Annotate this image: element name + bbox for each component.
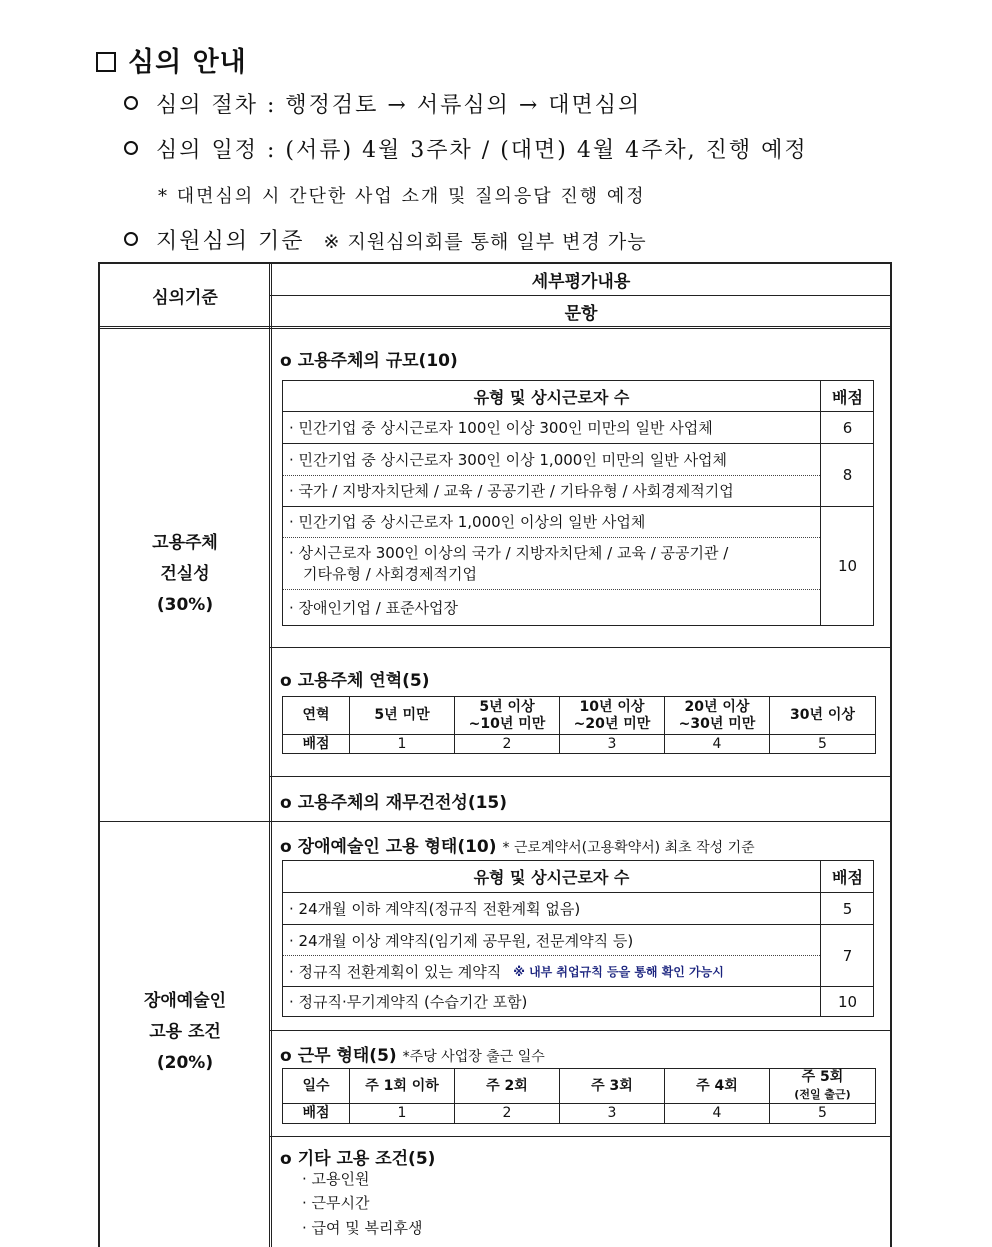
criteria-name-line2: 건실성 — [160, 564, 210, 584]
work-section-title — [280, 1041, 545, 1066]
history-col-line2: ~10년 미만 — [468, 715, 546, 732]
criteria-employment-conditions — [100, 986, 270, 1079]
scale-section-title — [280, 346, 458, 371]
history-col-line1: 20년 이상 — [684, 698, 750, 715]
header-detail: 세부평가내용 — [531, 272, 631, 292]
work-col-header: 주 3회 — [591, 1077, 633, 1094]
item-divider — [270, 1030, 892, 1031]
history-score: 2 — [502, 735, 512, 752]
history-col-header — [455, 697, 559, 734]
schedule-line — [124, 133, 808, 164]
criteria-name-line2: 고용 조건 — [149, 1022, 221, 1042]
work-col-header: 주 4회 — [696, 1077, 738, 1094]
scale-row: · 민간기업 중 상시근로자 100인 이상 300인 미만의 일반 사업체 — [289, 418, 713, 437]
item-divider — [270, 1136, 892, 1137]
scale-row: · 국가 / 지방자치단체 / 교육 / 공공기관 / 기타유형 / 사회경제적기업 — [289, 482, 734, 500]
form-header-score: 배점 — [832, 868, 863, 887]
work-aside: *주당 사업장 출근 일수 — [402, 1049, 545, 1065]
work-label-score: 배점 — [302, 1105, 330, 1121]
history-col-header — [560, 697, 664, 734]
criteria-name-line1: 고용주체 — [152, 533, 218, 553]
work-col-line2: (전일 출근) — [794, 1088, 851, 1101]
form-table — [282, 860, 874, 1017]
scale-row-continuation: 기타유형 / 사회경제적기업 — [303, 564, 477, 583]
bullet-icon: o — [280, 1046, 292, 1066]
other-item: · 근무시간 — [302, 1194, 370, 1212]
form-row: · 24개월 이상 계약직(임기제 공무원, 전문계약직 등) — [289, 931, 634, 950]
criteria-weight: (30%) — [156, 595, 214, 615]
work-title-text: 근무 형태(5) — [297, 1046, 397, 1066]
form-score: 7 — [842, 946, 853, 965]
form-row: · 정규직·무기계약직 (수습기간 포함) — [289, 993, 528, 1011]
criteria-employer-soundness — [100, 528, 270, 621]
item-divider — [270, 776, 892, 777]
criteria-weight: (20%) — [156, 1053, 214, 1073]
scale-row: · 민간기업 중 상시근로자 300인 이상 1,000인 미만의 일반 사업체 — [289, 450, 728, 469]
history-col-line2: ~20년 미만 — [573, 715, 651, 732]
history-score: 3 — [607, 735, 617, 752]
history-score: 5 — [818, 735, 827, 752]
work-score: 4 — [712, 1105, 722, 1121]
history-title-text: 고용주체 연혁(5) — [297, 671, 430, 691]
history-score: 1 — [397, 735, 407, 752]
form-aside: * 근로계약서(고용확약서) 최초 작성 기준 — [502, 840, 755, 856]
work-score: 1 — [397, 1105, 407, 1121]
scale-title-text: 고용주체의 규모(10) — [297, 351, 458, 371]
other-item: · 급여 및 복리후생 — [302, 1219, 423, 1237]
evaluation-table — [98, 262, 892, 1247]
form-row-text: · 정규직 전환계획이 있는 계약직 — [289, 962, 502, 981]
form-row — [283, 956, 820, 986]
page-title — [96, 40, 247, 79]
scale-header-score: 배점 — [832, 387, 863, 407]
work-col-header — [770, 1069, 875, 1103]
finance-title-text: 고용주체의 재무건전성(15) — [297, 793, 508, 813]
form-section-title — [280, 832, 755, 857]
history-label-score: 배점 — [302, 735, 330, 752]
history-col-line1: 5년 미만 — [374, 707, 430, 723]
history-col-header — [665, 697, 769, 734]
form-score: 10 — [837, 992, 858, 1011]
work-col-header: 주 1회 이하 — [365, 1077, 439, 1094]
page-title-text: 심의 안내 — [128, 47, 247, 78]
checkbox-square-icon — [96, 52, 116, 72]
hollow-circle-bullet-icon — [124, 141, 138, 155]
history-section-title — [280, 666, 430, 691]
scale-table — [282, 380, 874, 626]
form-row-note: ※ 내부 취업규칙 등을 통해 확인 가능시 — [513, 964, 724, 979]
history-col-line1: 30년 이상 — [790, 707, 855, 723]
item-divider — [270, 647, 892, 648]
interview-note: * 대면심의 시 간단한 사업 소개 및 질의응답 진행 예정 — [158, 186, 646, 207]
scale-dotted-rule — [283, 537, 820, 538]
criteria-prefix: 지원심의 기준 — [156, 229, 305, 254]
scale-score: 6 — [842, 418, 853, 437]
scale-row: · 상시근로자 300인 이상의 국가 / 지방자치단체 / 교육 / 공공기관 / — [289, 543, 729, 562]
finance-section-title — [280, 788, 507, 813]
form-header-type: 유형 및 상시근로자 수 — [473, 868, 630, 887]
history-table — [282, 696, 876, 754]
scale-header-type: 유형 및 상시근로자 수 — [473, 387, 630, 407]
hollow-circle-bullet-icon — [124, 96, 138, 110]
work-score: 5 — [818, 1105, 827, 1121]
bullet-icon: o — [280, 351, 292, 371]
other-section-title — [280, 1144, 435, 1169]
work-score: 2 — [502, 1105, 512, 1121]
header-item: 문항 — [564, 303, 598, 324]
hollow-circle-bullet-icon — [124, 232, 138, 246]
section-divider — [100, 821, 892, 822]
work-score: 3 — [607, 1105, 617, 1121]
history-col-line2: ~30년 미만 — [678, 715, 756, 732]
header-bottom-rule — [100, 326, 892, 329]
header-divider — [270, 295, 892, 296]
work-col-header: 주 2회 — [486, 1077, 528, 1094]
schedule-text: 심의 일정 : (서류) 4월 3주차 / (대면) 4월 4주차, 진행 예정 — [156, 138, 808, 163]
history-col-header — [770, 697, 875, 734]
scale-score: 10 — [837, 557, 858, 575]
history-col-line1: 10년 이상 — [579, 698, 645, 715]
work-col-line1: 주 5회 — [801, 1069, 844, 1085]
history-label-years: 연혁 — [302, 707, 330, 723]
scale-row: · 장애인기업 / 표준사업장 — [289, 598, 459, 617]
history-col-header — [350, 697, 454, 734]
history-score: 4 — [712, 735, 722, 752]
criteria-name-line1: 장애예술인 — [143, 991, 227, 1011]
procedure-line — [124, 88, 641, 119]
bullet-icon: o — [280, 671, 292, 691]
bullet-icon: o — [280, 1149, 292, 1169]
procedure-text: 심의 절차 : 행정검토 → 서류심의 → 대면심의 — [156, 93, 642, 118]
bullet-icon: o — [280, 837, 292, 857]
header-criteria: 심의기준 — [152, 287, 218, 308]
form-title-text: 장애예술인 고용 형태(10) — [297, 837, 497, 857]
other-item: · 고용인원 — [302, 1170, 370, 1188]
criteria-suffix: ※ 지원심의회를 통해 일부 변경 가능 — [323, 231, 647, 253]
form-row: · 24개월 이하 계약직(정규직 전환계획 없음) — [289, 899, 581, 918]
history-col-line1: 5년 이상 — [479, 698, 535, 715]
other-title-text: 기타 고용 조건(5) — [297, 1149, 436, 1169]
form-score: 5 — [842, 899, 853, 918]
scale-score: 8 — [842, 466, 853, 484]
scale-row: · 민간기업 중 상시근로자 1,000인 이상의 일반 사업체 — [289, 513, 646, 531]
bullet-icon: o — [280, 793, 292, 813]
work-label-days: 일수 — [302, 1077, 330, 1094]
criteria-line — [124, 224, 647, 255]
work-table — [282, 1068, 876, 1124]
column-divider — [269, 264, 272, 1247]
